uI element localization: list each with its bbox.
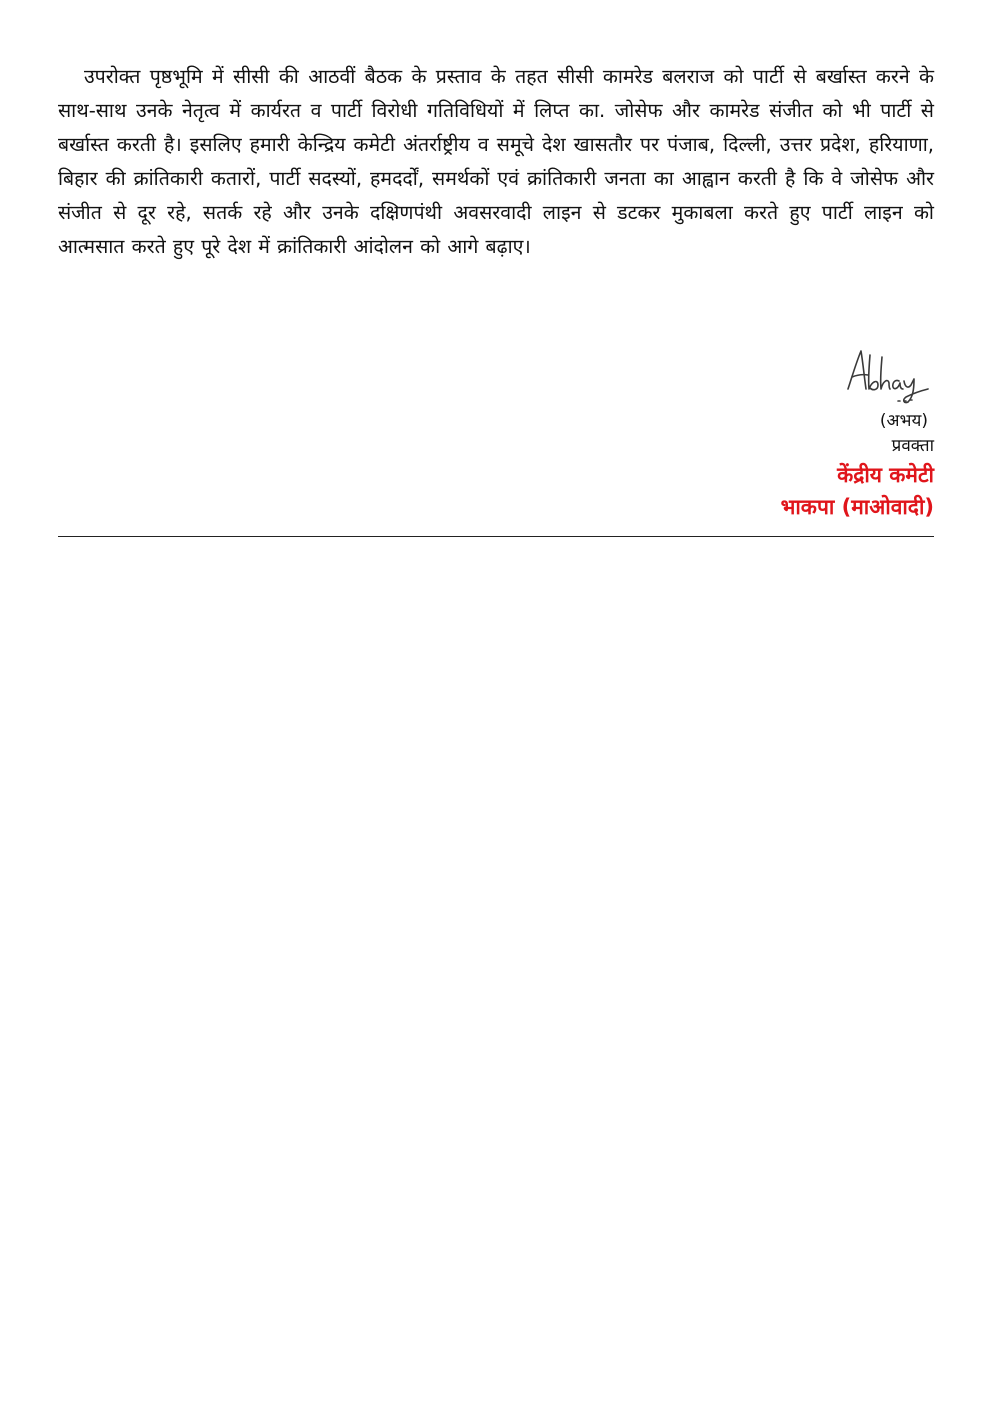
signature-block	[634, 345, 934, 523]
committee-name: केंद्रीय कमेटी	[837, 463, 934, 487]
horizontal-rule	[58, 536, 934, 537]
signatory-name: (अभय)	[879, 411, 928, 431]
body-paragraph: उपरोक्त पृष्ठभूमि में सीसी की आठवीं बैठक के प्रस्ताव के तहत सीसी कामरेड बलराज को पार्टी से बर्खास्त करने के साथ-साथ उनके नेतृत्व में कार्यरत व पार्टी विरोधी गतिविधियों में लिप्त का. जोसेफ और कामरेड संजीत को भी पार्टी से बर्खास्त करती है। इसलिए हमारी केन्द्रिय कमेटी अंतर्राष्ट्रीय व समूचे देश खासतौर पर पंजाब, दिल्ली, उत्तर प्रदेश, हरियाणा, बिहार की क्रांतिकारी कतारों, पार्टी सदस्यों, हमदर्दों, समर्थकों एवं क्रांतिकारी जनता का आह्वान करती है कि वे जोसेफ और संजीत से दूर रहे, सतर्क रहे और उनके दक्षिणपंथी अवसरवादी लाइन से डटकर मुकाबला करते हुए पार्टी लाइन को आत्मसात करते हुए पूरे देश में क्रांतिकारी आंदोलन को आगे बढ़ाए।	[58, 65, 934, 258]
signatory-title: प्रवक्ता	[891, 436, 934, 456]
handwritten-signature	[842, 345, 932, 407]
party-name: भाकपा (माओवादी)	[780, 495, 934, 519]
